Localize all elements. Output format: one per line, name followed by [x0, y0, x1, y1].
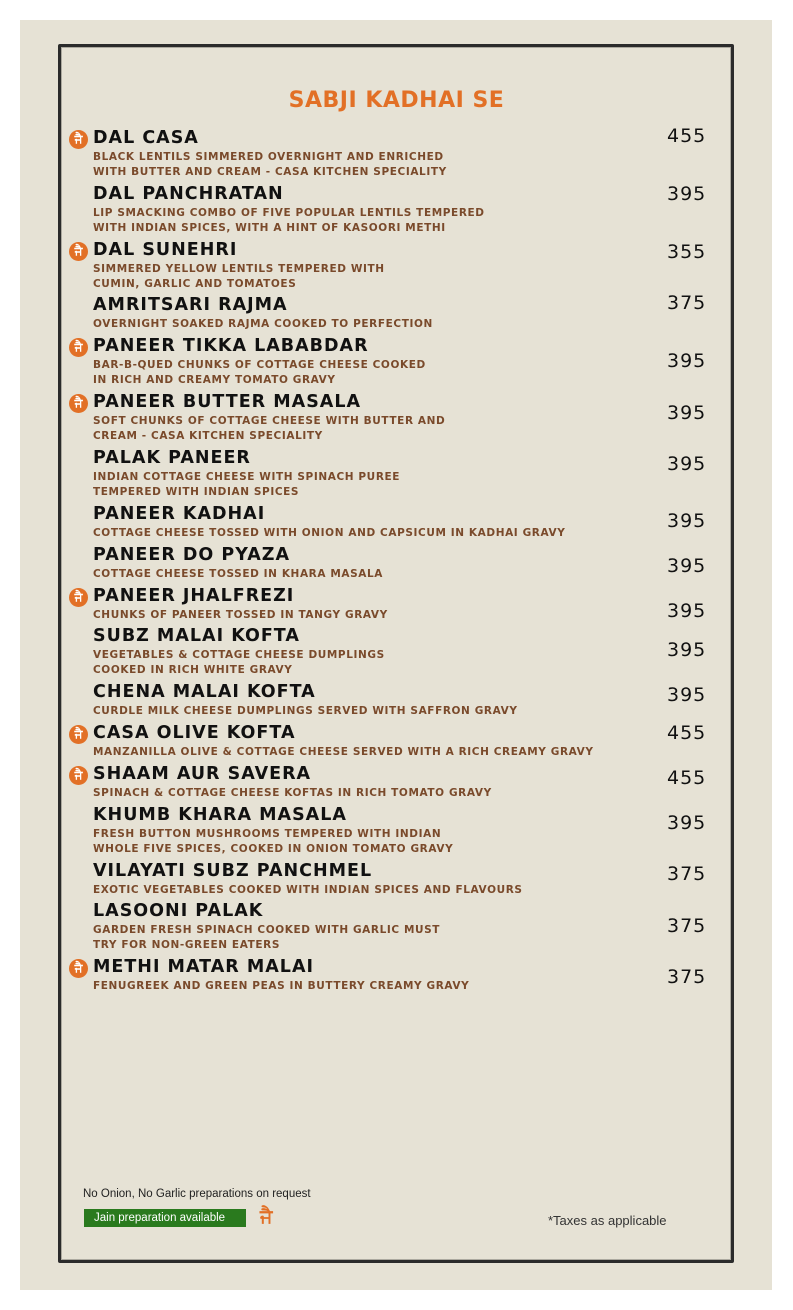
item-description: CURDLE MILK CHEESE DUMPLINGS SERVED WITH SAFFRON GRAVY — [93, 705, 518, 717]
item-name: DAL PANCHRATAN — [93, 184, 284, 204]
item-price: 375 — [667, 292, 707, 314]
item-name: PANEER TIKKA LABABDAR — [93, 336, 369, 356]
item-price: 395 — [667, 639, 707, 661]
item-price: 395 — [667, 684, 707, 706]
item-name: PANEER JHALFREZI — [93, 586, 295, 606]
item-description: VEGETABLES & COTTAGE CHEESE DUMPLINGS COOKED IN RICH WHITE GRAVY — [93, 649, 385, 676]
item-name: DAL CASA — [93, 128, 199, 148]
item-description: CHUNKS OF PANEER TOSSED IN TANGY GRAVY — [93, 609, 388, 621]
item-price: 355 — [667, 241, 707, 263]
item-name: VILAYATI SUBZ PANCHMEL — [93, 861, 373, 881]
item-price: 455 — [667, 125, 707, 147]
item-name: METHI MATAR MALAI — [93, 957, 315, 977]
item-description: BAR-B-QUED CHUNKS OF COTTAGE CHEESE COOKED IN RICH AND CREAMY TOMATO GRAVY — [93, 359, 426, 386]
item-name: PANEER KADHAI — [93, 504, 266, 524]
item-price: 375 — [667, 863, 707, 885]
item-price: 395 — [667, 350, 707, 372]
item-description: SOFT CHUNKS OF COTTAGE CHEESE WITH BUTTER AND CREAM - CASA KITCHEN SPECIALITY — [93, 415, 446, 442]
item-name: CHENA MALAI KOFTA — [93, 682, 316, 702]
item-description: EXOTIC VEGETABLES COOKED WITH INDIAN SPICES AND FLAVOURS — [93, 884, 523, 896]
jain-icon: ਜੈ — [69, 588, 88, 607]
item-price: 375 — [667, 966, 707, 988]
item-price: 395 — [667, 453, 707, 475]
item-name: AMRITSARI RAJMA — [93, 295, 288, 315]
item-description: COTTAGE CHEESE TOSSED IN KHARA MASALA — [93, 568, 384, 580]
item-price: 455 — [667, 767, 707, 789]
item-description: INDIAN COTTAGE CHEESE WITH SPINACH PUREE TEMPERED WITH INDIAN SPICES — [93, 471, 401, 498]
jain-icon: ਜੈ — [69, 130, 88, 149]
tax-note: *Taxes as applicable — [548, 1213, 667, 1228]
item-name: PALAK PANEER — [93, 448, 251, 468]
jain-icon: ਜੈ — [69, 242, 88, 261]
section-title: SABJI KADHAI SE — [288, 88, 505, 113]
item-name: PANEER BUTTER MASALA — [93, 392, 362, 412]
item-price: 395 — [667, 555, 707, 577]
item-price: 395 — [667, 183, 707, 205]
item-description: SPINACH & COTTAGE CHEESE KOFTAS IN RICH TOMATO GRAVY — [93, 787, 492, 799]
jain-icon: ਜੈ — [69, 959, 88, 978]
item-price: 455 — [667, 722, 707, 744]
item-price: 395 — [667, 600, 707, 622]
jain-icon: ਜੈ — [69, 725, 88, 744]
item-description: BLACK LENTILS SIMMERED OVERNIGHT AND ENRICHED WITH BUTTER AND CREAM - CASA KITCHEN SPECIALITY — [93, 151, 447, 178]
jain-icon: ਜੈ — [69, 394, 88, 413]
item-description: OVERNIGHT SOAKED RAJMA COOKED TO PERFECTION — [93, 318, 433, 330]
item-description: SIMMERED YELLOW LENTILS TEMPERED WITH CUMIN, GARLIC AND TOMATOES — [93, 263, 385, 290]
no-onion-garlic-note: No Onion, No Garlic preparations on request — [83, 1188, 311, 1200]
jain-icon: ਜੈ — [69, 338, 88, 357]
item-description: MANZANILLA OLIVE & COTTAGE CHEESE SERVED WITH A RICH CREAMY GRAVY — [93, 746, 594, 758]
item-name: KHUMB KHARA MASALA — [93, 805, 347, 825]
jain-icon: ਜੈ — [69, 766, 88, 785]
item-name: LASOONI PALAK — [93, 901, 264, 921]
item-price: 395 — [667, 812, 707, 834]
jain-available-label: Jain preparation available — [84, 1209, 246, 1227]
item-name: SHAAM AUR SAVERA — [93, 764, 312, 784]
item-name: CASA OLIVE KOFTA — [93, 723, 296, 743]
item-description: LIP SMACKING COMBO OF FIVE POPULAR LENTILS TEMPERED WITH INDIAN SPICES, WITH A HINT OF KASOORI METHI — [93, 207, 485, 234]
item-description: COTTAGE CHEESE TOSSED WITH ONION AND CAPSICUM IN KADHAI GRAVY — [93, 527, 566, 539]
item-description: FENUGREEK AND GREEN PEAS IN BUTTERY CREAMY GRAVY — [93, 980, 470, 992]
item-name: SUBZ MALAI KOFTA — [93, 626, 300, 646]
item-price: 375 — [667, 915, 707, 937]
item-description: FRESH BUTTON MUSHROOMS TEMPERED WITH INDIAN WHOLE FIVE SPICES, COOKED IN ONION TOMATO GRAVY — [93, 828, 454, 855]
item-description: GARDEN FRESH SPINACH COOKED WITH GARLIC MUST TRY FOR NON-GREEN EATERS — [93, 924, 441, 951]
item-price: 395 — [667, 510, 707, 532]
item-name: PANEER DO PYAZA — [93, 545, 290, 565]
jain-legend-icon: ਜੈ — [260, 1206, 273, 1228]
item-price: 395 — [667, 402, 707, 424]
item-name: DAL SUNEHRI — [93, 240, 238, 260]
